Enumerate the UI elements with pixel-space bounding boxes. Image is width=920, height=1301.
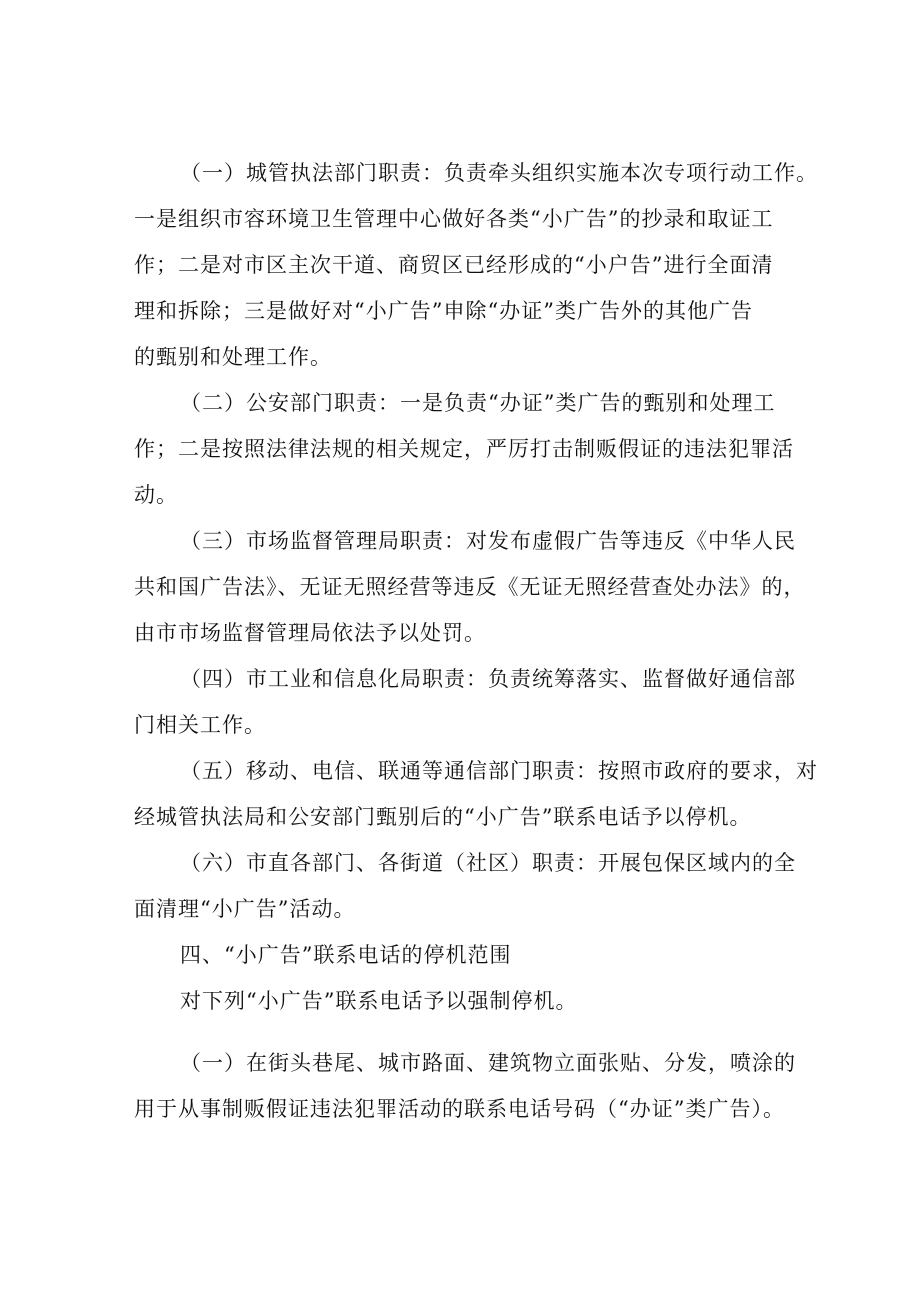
paragraph-1-line-3: 作；二是对市区主次干道、商贸区已经形成的“小户告”进行全面清 [134,253,774,277]
paragraph-4-line-2: 门相关工作。 [134,713,266,737]
paragraph-6-line-1: （六）市直各部门、各街道（社区）职责：开展包保区域内的全 [180,851,796,875]
paragraph-2-line-3: 动。 [134,483,178,507]
paragraph-1-line-5: 的甄别和处理工作。 [134,345,332,369]
paragraph-1-line-2: 一是组织市容环境卫生管理中心做好各类“小广告”的抄录和取证工 [134,207,774,231]
paragraph-3-line-2: 共和国广告法》、无证无照经营等违反《无证无照经营查处办法》的， [134,575,806,599]
paragraph-1-line-4: 理和拆除；三是做好对“小广告”申除“办证”类广告外的其他广告 [134,299,753,323]
section-intro: 对下列“小广告”联系电话予以强制停机。 [180,989,578,1013]
paragraph-2-line-1: （二）公安部门职责：一是负责“办证”类广告的甄别和处理工 [180,391,776,415]
paragraph-2-line-2: 作；二是按照法律法规的相关规定，严厉打击制贩假证的违法犯罪活 [134,437,794,461]
paragraph-3-line-3: 由市市场监督管理局依法予以处罚。 [134,621,486,645]
section-heading: 四、“小广告”联系电话的停机范围 [180,943,512,967]
paragraph-7-line-1: （一）在街头巷尾、城市路面、建筑物立面张贴、分发，喷涂的 [180,1051,796,1075]
paragraph-1-line-1: （一）城管执法部门职责：负责牵头组织实施本次专项行动工作。 [180,161,818,185]
paragraph-7-line-2: 用于从事制贩假证违法犯罪活动的联系电话号码（“办证”类广告）。 [134,1097,785,1121]
paragraph-4-line-1: （四）市工业和信息化局职责：负责统筹落实、监督做好通信部 [180,667,796,691]
paragraph-5-line-1: （五）移动、电信、联通等通信部门职责：按照市政府的要求，对 [180,759,818,783]
paragraph-3-line-1: （三）市场监督管理局职责：对发布虚假广告等违反《中华人民 [180,529,796,553]
paragraph-5-line-2: 经城管执法局和公安部门甄别后的“小广告”联系电话予以停机。 [134,805,752,829]
paragraph-6-line-2: 面清理“小广告”活动。 [134,897,356,921]
